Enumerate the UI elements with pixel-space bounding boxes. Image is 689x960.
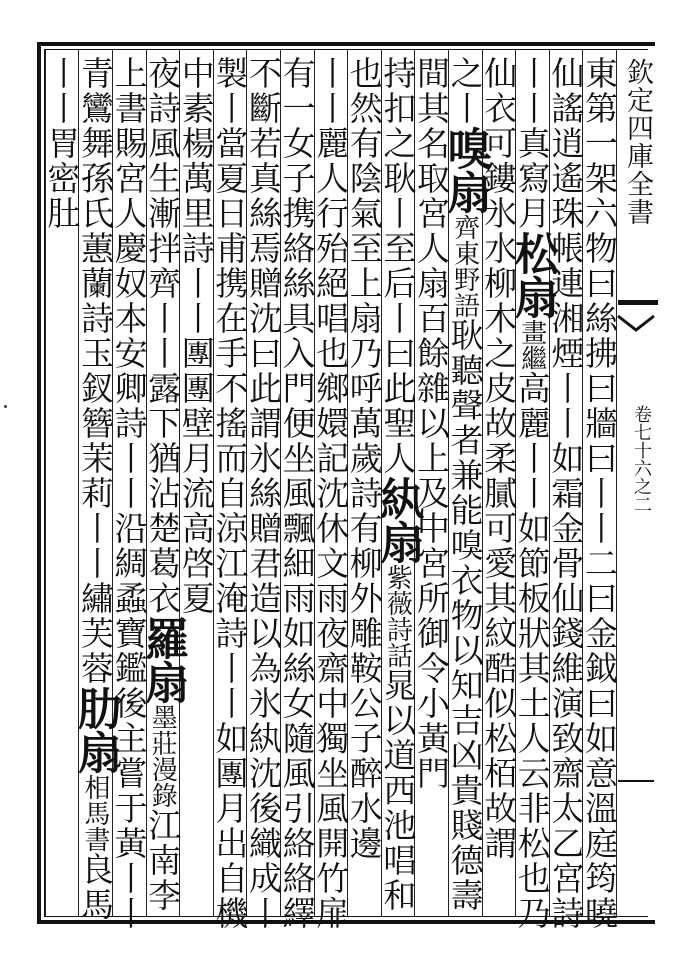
body-text: 持扣之耿丨至后丨曰此聖人 xyxy=(378,56,418,476)
entry-heading: 紈扇 xyxy=(372,476,424,564)
body-text: 有一女子携絡絲具入門便坐風飄細雨如絲女隨風引絡絡繹 xyxy=(277,56,317,931)
body-text: 江南李 xyxy=(143,808,183,913)
body-text: 丨丨真寫月 xyxy=(512,56,552,231)
body-text: 夜詩風生漸拌齊丨丨露下猶沾楚葛衣 xyxy=(143,56,183,616)
source-note: 齊東野語 xyxy=(449,214,480,318)
stray-dot xyxy=(4,405,7,408)
entry-heading: 嗅扇 xyxy=(439,126,491,214)
fish-tail-icon xyxy=(618,316,654,356)
body-text: 晁以道西池唱和 xyxy=(378,668,418,913)
source-note: 紫薇詩話 xyxy=(382,564,413,668)
margin-volume: 卷七十六之二 xyxy=(631,405,652,513)
entry-heading: 肋扇 xyxy=(69,686,121,774)
body-text: 丨丨胃密肚 xyxy=(42,56,82,231)
body-text: 東第一架六物曰絲拂曰牆曰丨丨二曰金鉞曰如意溫庭筠曉 xyxy=(579,56,619,931)
body-text: 高麗丨丨如節板狀其土人云非松也乃 xyxy=(512,371,552,931)
body-text: 間其名取宮人扇百餘雜以上及中宮所御令小黃門 xyxy=(411,56,451,791)
body-text: 仙衣可鏤氷水柳木之皮故柔膩可愛其紋酷似松栢故謂 xyxy=(479,56,519,861)
body-text: 良馬 xyxy=(75,852,115,922)
body-text: 也然有陰氣至上扇乃呼萬歲詩有柳外雕鞍公子醉水邊 xyxy=(344,56,384,861)
body-text: 製丨當夏日甫携在手不搖而自涼江淹詩丨丨如團月出自機 xyxy=(210,56,250,931)
margin-lower-rule xyxy=(618,780,654,782)
entry-heading: 羅扇 xyxy=(137,616,189,704)
body-text: 耿聽聲者兼能嗅衣物以知吉凶貴賤德壽 xyxy=(445,318,485,913)
text-column xyxy=(39,56,85,906)
body-text: 不斷若真絲焉贈沈曰此謂氷絲贈君造以為氷紈沈後織成丨 xyxy=(243,56,283,931)
margin-title: 欽定四庫全書 xyxy=(622,58,653,226)
body-text: 青鸞舞孫氏蕙蘭詩玉釵簪茉莉丨丨繡芙蓉 xyxy=(75,56,115,686)
body-text: 中素楊萬里詩丨丨團團壁月流高啓夏 xyxy=(176,56,216,616)
body-text: 上書賜宮人慶奴本安卿詩丨丨沿綢蟊寶鑑 xyxy=(109,56,149,686)
body-text: 丨丨麗人行殆絕唱也鄉嬛記沈休文雨夜齋中獨坐風開竹扉 xyxy=(311,56,351,931)
body-text: 後主嘗于黃丨丨 xyxy=(109,686,149,931)
source-note: 相馬書 xyxy=(79,774,110,852)
source-note: 畫繼 xyxy=(516,319,547,371)
source-note: 墨莊漫錄 xyxy=(147,704,178,808)
entry-heading: 松扇 xyxy=(506,231,558,319)
body-text: 之丨 xyxy=(445,56,485,126)
body-text: 仙謠逍遙珠帳連湘煙丨丨如霜金骨仙錢維演致齋太乙宮詩 xyxy=(546,56,586,931)
